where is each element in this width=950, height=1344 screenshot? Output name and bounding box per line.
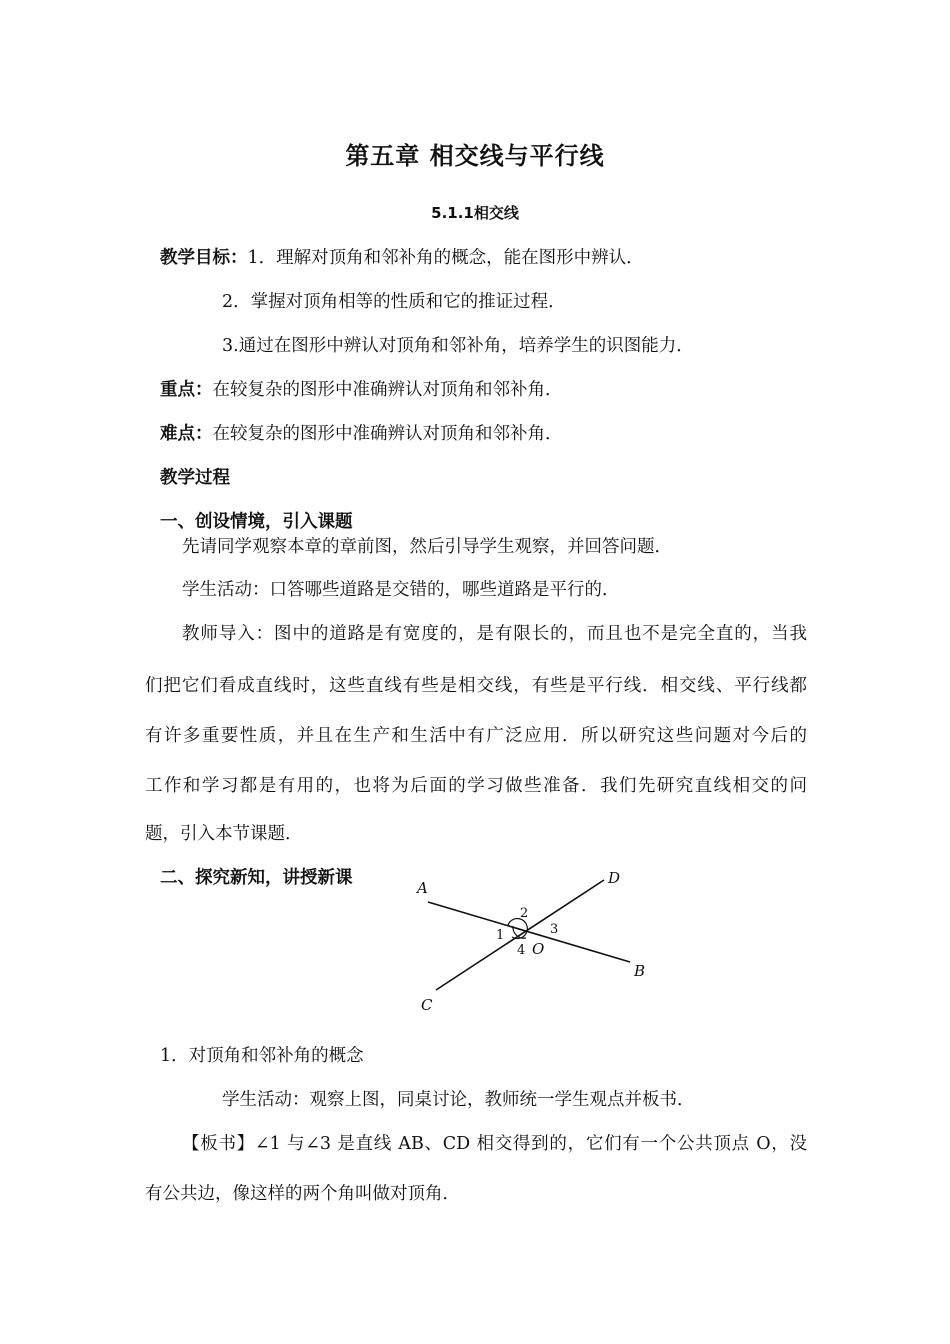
label-d: D bbox=[608, 869, 621, 887]
objectives-line-1 bbox=[160, 246, 644, 270]
section-1-paragraph-2: 学生活动：口答哪些道路是交错的，哪些道路是平行的． bbox=[182, 580, 620, 600]
difficulty-line bbox=[160, 422, 563, 446]
difficulty-text: 在较复杂的图形中准确辨认对顶角和邻补角． bbox=[212, 424, 563, 444]
line-cd bbox=[436, 880, 604, 990]
angle-1-label: 1 bbox=[496, 928, 505, 943]
section-2-paragraph-2-line-1: 【板书】∠1 与∠3 是直线 AB、CD 相交得到的，它们有一个公共顶点 O，没 bbox=[182, 1134, 807, 1154]
key-point-text: 在较复杂的图形中准确辨认对顶角和邻补角． bbox=[212, 380, 563, 400]
section-subtitle: 5.1.1相交线 bbox=[431, 204, 519, 222]
page-title: 第五章 相交线与平行线 bbox=[345, 142, 605, 170]
angle-3-label: 3 bbox=[550, 922, 559, 937]
section-1-heading: 一、创设情境，引入课题 bbox=[160, 512, 353, 532]
label-o: O bbox=[532, 940, 545, 958]
label-a: A bbox=[417, 879, 428, 897]
objective-3: 3.通过在图形中辨认对顶角和邻补角，培养学生的识图能力． bbox=[222, 336, 694, 356]
section-2-item-1: 1．对顶角和邻补角的概念 bbox=[160, 1046, 364, 1066]
process-heading: 教学过程 bbox=[160, 468, 230, 488]
angle-4-label: 4 bbox=[517, 943, 526, 958]
key-point-label: 重点： bbox=[160, 380, 213, 400]
section-1-paragraph-3-line-5: 题，引入本节课题． bbox=[145, 824, 303, 844]
label-b: B bbox=[634, 962, 646, 980]
key-point-line bbox=[160, 378, 563, 402]
angle-2-label: 2 bbox=[520, 906, 529, 921]
section-1-paragraph-3-line-4: 工作和学习都是有用的，也将为后面的学习做些准备．我们先研究直线相交的问 bbox=[145, 776, 807, 796]
section-2-paragraph-1: 学生活动：观察上图，同桌讨论，教师统一学生观点并板书． bbox=[222, 1090, 695, 1110]
intersecting-lines-figure bbox=[412, 862, 652, 1022]
section-1-paragraph-1: 先请同学观察本章的章前图，然后引导学生观察，并回答问题． bbox=[182, 537, 672, 557]
objective-2: 2．掌握对顶角相等的性质和它的推证过程． bbox=[222, 292, 566, 312]
difficulty-label: 难点： bbox=[160, 424, 213, 444]
line-ab bbox=[428, 902, 630, 962]
section-2-paragraph-2-line-2: 有公共边，像这样的两个角叫做对顶角． bbox=[145, 1184, 460, 1204]
label-c: C bbox=[421, 996, 433, 1014]
section-1-paragraph-3-line-3: 有许多重要性质，并且在生产和生活中有广泛应用．所以研究这些问题对今后的 bbox=[145, 726, 807, 746]
section-2-heading: 二、探究新知，讲授新课 bbox=[160, 868, 353, 888]
objectives-label: 教学目标： bbox=[160, 248, 248, 268]
section-1-paragraph-3-line-2: 们把它们看成直线时，这些直线有些是相交线，有些是平行线．相交线、平行线都 bbox=[145, 676, 807, 696]
section-1-paragraph-3-line-1: 教师导入：图中的道路是有宽度的，是有限长的，而且也不是完全直的，当我 bbox=[182, 624, 807, 644]
objective-1: 1．理解对顶角和邻补角的概念，能在图形中辨认． bbox=[247, 248, 644, 268]
